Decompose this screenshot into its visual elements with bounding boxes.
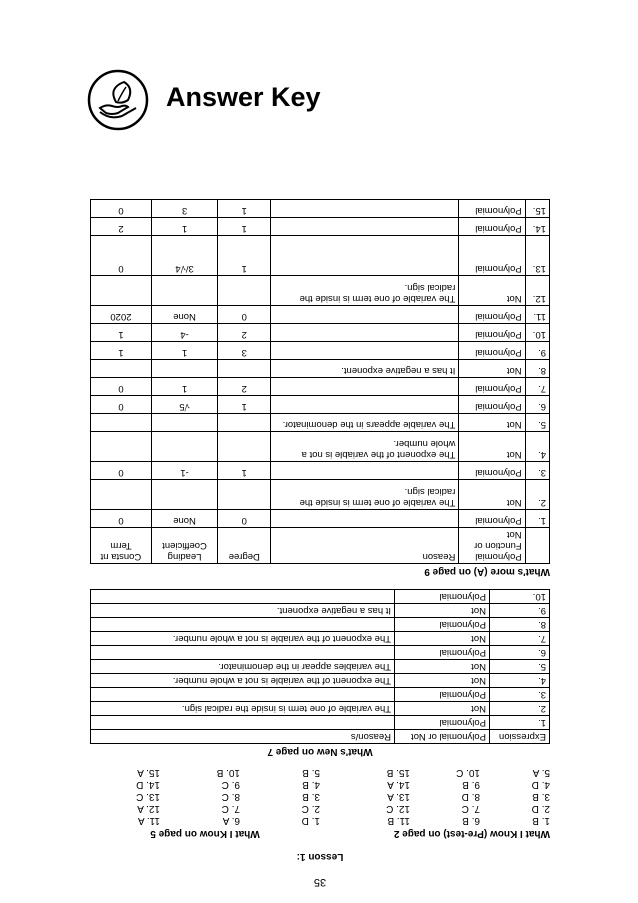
table-cell: The variable appears in the denominator.	[271, 414, 459, 432]
table-row	[91, 276, 550, 306]
answer-item: 3. B	[532, 791, 550, 802]
table-cell: Not	[459, 480, 525, 510]
table-row	[91, 396, 550, 414]
section-title-pretest: What I Know (Pre-test) on page 2	[393, 828, 550, 839]
table-row	[91, 702, 550, 716]
column-header: Degree	[218, 528, 271, 564]
table-row	[91, 342, 550, 360]
table-cell: Not	[395, 702, 490, 716]
table-cell	[91, 590, 395, 604]
table-cell	[91, 360, 152, 378]
answer-columns	[90, 767, 550, 843]
table-cell: 3.	[525, 462, 549, 480]
table-cell: 2.	[525, 480, 549, 510]
table-cell: 4.	[490, 674, 550, 688]
table-cell: -1	[151, 462, 217, 480]
table-row	[91, 306, 550, 324]
table-row	[91, 716, 550, 730]
table-cell	[271, 510, 459, 528]
table-cell	[91, 618, 395, 632]
table-cell: 7.	[525, 378, 549, 396]
answer-item: 14. D	[136, 779, 160, 790]
table-cell: The variable of one term is inside the radical sign.	[271, 480, 459, 510]
answer-item: 15. B	[386, 767, 410, 778]
table-row	[91, 414, 550, 432]
table-cell: 7.	[490, 632, 550, 646]
table-row	[91, 236, 550, 276]
table-cell: 1	[218, 218, 271, 236]
column-header: Consta nt Term	[91, 528, 152, 564]
table-cell: -4	[151, 324, 217, 342]
answer-item: 8. C	[221, 791, 240, 802]
answer-item: 14. A	[387, 779, 410, 790]
table-cell: 1	[91, 342, 152, 360]
table-row	[91, 200, 550, 218]
column-header: Reason	[271, 528, 459, 564]
answer-item: 4. B	[302, 779, 320, 790]
table-cell: 0	[91, 462, 152, 480]
table-cell: Polynomial	[395, 590, 490, 604]
table-cell	[218, 414, 271, 432]
table-cell: 3	[151, 200, 217, 218]
answer-item: 11. B	[387, 815, 410, 826]
table-cell: The exponent of the variable is not a whole number.	[271, 432, 459, 462]
know-answers	[90, 767, 320, 843]
table-cell: 4.	[525, 432, 549, 462]
section-title-whats-more: What's more (A) on page 9	[424, 566, 550, 577]
pretest-answers	[350, 767, 550, 843]
answer-item: 1. B	[532, 815, 550, 826]
table-cell	[91, 432, 152, 462]
table-cell: None	[151, 306, 217, 324]
table-cell: 14.	[525, 218, 549, 236]
table-cell	[218, 432, 271, 462]
answer-item: 2. C	[301, 803, 320, 814]
answer-item: 2. D	[531, 803, 550, 814]
table-cell: 3	[218, 342, 271, 360]
table-cell	[151, 360, 217, 378]
table-row	[91, 218, 550, 236]
answer-item: 15. A	[137, 767, 160, 778]
table-cell: Polynomial	[459, 510, 525, 528]
table-cell: Polynomial	[459, 324, 525, 342]
answer-item: 4. D	[531, 779, 550, 790]
table-cell	[271, 396, 459, 414]
table-cell	[151, 414, 217, 432]
table-cell: The variable of one term is inside the radical sign.	[271, 276, 459, 306]
table-cell	[151, 432, 217, 462]
page-number: 35	[313, 876, 327, 888]
table-cell: 0	[218, 306, 271, 324]
table-cell: Not	[459, 432, 525, 462]
answer-item: 13. C	[136, 791, 160, 802]
table-row	[91, 462, 550, 480]
answer-item: 11. A	[137, 815, 160, 826]
table-cell: 8.	[525, 360, 549, 378]
table-cell: Not	[395, 604, 490, 618]
table-cell: 0	[218, 510, 271, 528]
table-cell: 2	[218, 378, 271, 396]
table-row	[91, 378, 550, 396]
table-cell: None	[151, 510, 217, 528]
table-cell: Polynomial	[395, 688, 490, 702]
table-cell: 2.	[490, 702, 550, 716]
table-cell: 1.	[525, 510, 549, 528]
table-cell	[271, 342, 459, 360]
table-cell: 1	[218, 462, 271, 480]
answer-item: 3. B	[302, 791, 320, 802]
answer-key-header	[86, 68, 566, 132]
table-row	[91, 480, 550, 510]
table-cell: 9.	[525, 342, 549, 360]
table-cell	[271, 306, 459, 324]
table-cell	[91, 414, 152, 432]
table-cell: 3/√4	[151, 236, 217, 276]
table-cell: 0	[91, 396, 152, 414]
table-cell: 8.	[490, 618, 550, 632]
table-cell: The exponent of the variable is not a whole number.	[91, 632, 395, 646]
column-header: Polynomial Function or Not	[459, 528, 525, 564]
table-row	[91, 660, 550, 674]
table-cell: 0	[91, 200, 152, 218]
answer-item: 6. A	[222, 815, 240, 826]
table-cell	[91, 688, 395, 702]
answer-item: 8. D	[461, 791, 480, 802]
hand-leaf-icon	[86, 68, 150, 132]
section-title-whats-new: What's New on page 7	[267, 746, 373, 757]
table-cell	[271, 200, 459, 218]
page-title: Answer Key	[166, 82, 321, 112]
table-cell: Polynomial	[395, 716, 490, 730]
table-cell	[218, 480, 271, 510]
whats-more-table	[90, 199, 550, 564]
table-row	[91, 646, 550, 660]
table-cell: Not	[459, 414, 525, 432]
answer-item: 10. B	[216, 767, 240, 778]
column-header: Leading Coefficient	[151, 528, 217, 564]
answer-item: 9. B	[462, 779, 480, 790]
table-row	[91, 604, 550, 618]
table-cell: 1	[151, 342, 217, 360]
table-cell	[271, 324, 459, 342]
table-cell	[271, 218, 459, 236]
table-cell: 10.	[490, 590, 550, 604]
table-cell: √5	[151, 396, 217, 414]
answer-item: 5. A	[532, 767, 550, 778]
table-cell: Not	[459, 360, 525, 378]
table-cell: Not	[395, 632, 490, 646]
table-row	[91, 360, 550, 378]
table-row	[91, 618, 550, 632]
table-cell: 6.	[525, 396, 549, 414]
answer-item: 9. C	[221, 779, 240, 790]
table-cell	[91, 276, 152, 306]
table-cell: 0	[91, 236, 152, 276]
table-cell: 10.	[525, 324, 549, 342]
table-cell: Polynomial	[459, 342, 525, 360]
table-cell: The variable of one term is inside the radical sign.	[91, 702, 395, 716]
table-row	[91, 632, 550, 646]
table-cell	[271, 462, 459, 480]
table-cell: It has a negative exponent.	[271, 360, 459, 378]
table-cell: 1	[151, 378, 217, 396]
table-cell: 2	[218, 324, 271, 342]
table-cell: Polynomial	[459, 236, 525, 276]
table-cell: It has a negative exponent.	[91, 604, 395, 618]
table-cell: 0	[91, 510, 152, 528]
rotated-answer-content	[90, 141, 550, 888]
table-cell: 5.	[525, 414, 549, 432]
table-cell: 1	[91, 324, 152, 342]
answer-item: 7. C	[461, 803, 480, 814]
table-cell: 6.	[490, 646, 550, 660]
table-row	[91, 324, 550, 342]
table-cell: Polynomial	[459, 218, 525, 236]
table-cell: 1.	[490, 716, 550, 730]
table-cell	[91, 480, 152, 510]
table-cell: Polynomial	[395, 618, 490, 632]
table-cell	[218, 276, 271, 306]
table-cell	[218, 360, 271, 378]
table-cell: 13.	[525, 236, 549, 276]
column-header: Polynomial or Not	[395, 730, 490, 744]
lesson-label: Lesson 1:	[296, 851, 344, 862]
answer-item: 1. D	[301, 815, 320, 826]
table-cell: 1	[151, 218, 217, 236]
answer-item: 10. C	[456, 767, 480, 778]
table-cell: Polynomial	[459, 200, 525, 218]
table-row	[91, 674, 550, 688]
table-cell	[91, 646, 395, 660]
table-cell: The variables appear in the denominator.	[91, 660, 395, 674]
column-header	[525, 528, 549, 564]
table-cell: Polynomial	[459, 462, 525, 480]
table-cell: The exponent of the variable is not a whole number.	[91, 674, 395, 688]
table-cell: 2020	[91, 306, 152, 324]
table-cell: Not	[395, 660, 490, 674]
column-header: Expression	[490, 730, 550, 744]
table-cell: Not	[395, 674, 490, 688]
table-cell: 15.	[525, 200, 549, 218]
answer-item: 12. A	[137, 803, 160, 814]
answer-item: 7. C	[221, 803, 240, 814]
table-cell: 3.	[490, 688, 550, 702]
table-row	[91, 432, 550, 462]
table-cell: 9.	[490, 604, 550, 618]
table-cell: 1	[218, 236, 271, 276]
table-cell: Not	[459, 276, 525, 306]
answer-item: 12. C	[386, 803, 410, 814]
whats-new-table	[90, 589, 550, 744]
table-cell: 11.	[525, 306, 549, 324]
table-cell	[91, 716, 395, 730]
table-cell: 1	[218, 396, 271, 414]
table-cell	[151, 276, 217, 306]
table-header-row	[91, 528, 550, 564]
table-cell: Polynomial	[459, 378, 525, 396]
table-cell: 0	[91, 378, 152, 396]
answer-item: 6. B	[462, 815, 480, 826]
table-header-row	[91, 730, 550, 744]
section-title-know: What I Know on page 5	[150, 828, 260, 839]
table-cell	[271, 378, 459, 396]
answer-item: 5. B	[302, 767, 320, 778]
table-row	[91, 590, 550, 604]
table-cell: Polynomial	[459, 306, 525, 324]
table-cell: Polynomial	[459, 396, 525, 414]
table-cell	[151, 480, 217, 510]
table-row	[91, 510, 550, 528]
answer-item: 13. A	[387, 791, 410, 802]
table-cell: 1	[218, 200, 271, 218]
pretest-answer-grid	[350, 767, 550, 826]
table-cell: Polynomial	[395, 646, 490, 660]
table-cell	[271, 236, 459, 276]
know-answer-grid	[90, 767, 320, 826]
table-cell: 5.	[490, 660, 550, 674]
column-header: Reason/s	[91, 730, 395, 744]
table-cell: 12.	[525, 276, 549, 306]
table-cell: 2	[91, 218, 152, 236]
table-row	[91, 688, 550, 702]
